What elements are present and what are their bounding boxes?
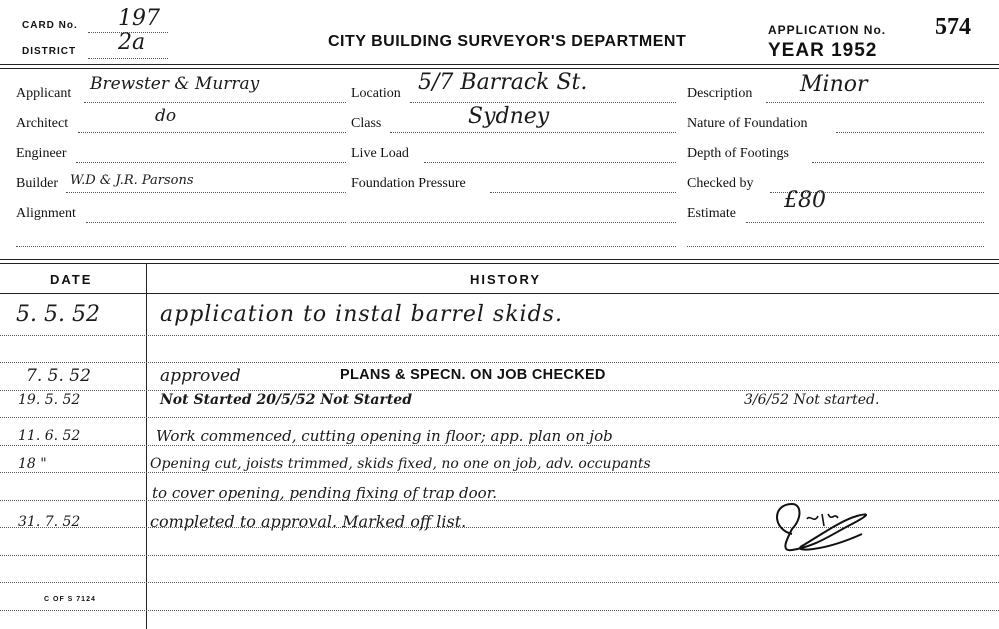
- history-entry: application to instal barrel skids.: [160, 302, 563, 327]
- history-row-line-11: [0, 610, 999, 611]
- builder-line: [66, 192, 346, 193]
- history-row-line-6: [0, 472, 999, 473]
- alignment-label: Alignment: [16, 206, 76, 221]
- application-no-label: APPLICATION No.: [768, 23, 887, 37]
- card-no-label: CARD No.: [22, 20, 78, 31]
- header-rule-bottom: [0, 68, 999, 69]
- header-rule-top: [0, 64, 999, 65]
- history-entry: to cover opening, pending fixing of trap door.: [152, 484, 497, 502]
- date-column-header: DATE: [50, 272, 93, 287]
- history-row-line-4: [0, 417, 999, 418]
- history-row-line-1: [0, 335, 999, 336]
- builder-value: W.D & J.R. Parsons: [70, 173, 194, 188]
- alignment-line: [86, 222, 346, 223]
- history-row-line-3: [0, 390, 999, 391]
- class-value: Sydney: [468, 104, 550, 129]
- history-date: 19. 5. 52: [18, 392, 81, 408]
- history-entry: Not Started 20/5/52 Not Started: [160, 392, 413, 408]
- history-rule-top: [0, 259, 999, 260]
- history-date: 31. 7. 52: [18, 514, 81, 530]
- estimate-line: [746, 222, 984, 223]
- depth-of-footings-label: Depth of Footings: [687, 146, 789, 161]
- history-rule-top-2: [0, 263, 999, 264]
- history-row-line-5: [0, 445, 999, 446]
- depth-line: [812, 162, 984, 163]
- history-date: 7. 5. 52: [26, 366, 91, 386]
- foundation-pressure-label: Foundation Pressure: [351, 176, 466, 191]
- plans-checked-stamp: PLANS & SPECN. ON JOB CHECKED: [340, 367, 606, 383]
- history-date: 11. 6. 52: [18, 428, 81, 444]
- history-date: 5. 5. 52: [16, 302, 100, 327]
- builder-label: Builder: [16, 176, 58, 191]
- applicant-label: Applicant: [16, 86, 72, 101]
- card-no-value: 197: [118, 6, 160, 31]
- estimate-value: £80: [784, 188, 826, 213]
- district-line: [88, 58, 168, 59]
- live-load-line: [424, 162, 676, 163]
- department-title: CITY BUILDING SURVEYOR'S DEPARTMENT: [328, 33, 687, 50]
- architect-value: do: [155, 106, 177, 126]
- location-line: [410, 102, 676, 103]
- engineer-label: Engineer: [16, 146, 67, 161]
- history-date: 18 ": [18, 456, 47, 472]
- description-value: Minor: [800, 72, 868, 97]
- column2-line-6: [351, 246, 676, 247]
- location-label: Location: [351, 86, 401, 101]
- description-label: Description: [687, 86, 753, 101]
- history-entry-extra: 3/6/52 Not started.: [744, 392, 880, 408]
- live-load-label: Live Load: [351, 146, 409, 161]
- applicant-value: Brewster & Murray: [90, 74, 260, 94]
- history-entry: Opening cut, joists trimmed, skids fixed, no one on job, adv. occupants: [150, 456, 651, 472]
- history-entry: completed to approval. Marked off list.: [150, 512, 467, 531]
- foundation-pressure-line: [490, 192, 676, 193]
- year-label: YEAR 1952: [768, 40, 878, 61]
- history-entry: Work commenced, cutting opening in floor; app. plan on job: [156, 427, 613, 445]
- inspector-signature: [762, 494, 882, 564]
- alignment-line-2: [16, 246, 346, 247]
- class-line: [390, 132, 676, 133]
- form-code: C OF S 7124: [44, 596, 96, 603]
- column3-line-6: [687, 246, 984, 247]
- column2-line-5: [351, 222, 676, 223]
- application-no-value: 574: [935, 14, 971, 40]
- checked-by-label: Checked by: [687, 176, 754, 191]
- history-header-rule: [0, 293, 999, 294]
- engineer-line: [76, 162, 346, 163]
- district-label: DISTRICT: [22, 46, 77, 57]
- history-row-line-10: [0, 582, 999, 583]
- nature-of-foundation-label: Nature of Foundation: [687, 116, 808, 131]
- nature-line: [836, 132, 984, 133]
- applicant-line: [84, 102, 346, 103]
- history-row-line-2: [0, 362, 999, 363]
- history-column-header: HISTORY: [470, 272, 542, 287]
- history-entry: approved: [160, 366, 241, 386]
- class-label: Class: [351, 116, 382, 131]
- architect-label: Architect: [16, 116, 69, 131]
- location-value: 5/7 Barrack St.: [418, 70, 588, 95]
- architect-line: [78, 132, 346, 133]
- date-column-divider: [146, 263, 147, 629]
- description-line: [766, 102, 984, 103]
- district-value: 2a: [118, 30, 146, 55]
- estimate-label: Estimate: [687, 206, 736, 221]
